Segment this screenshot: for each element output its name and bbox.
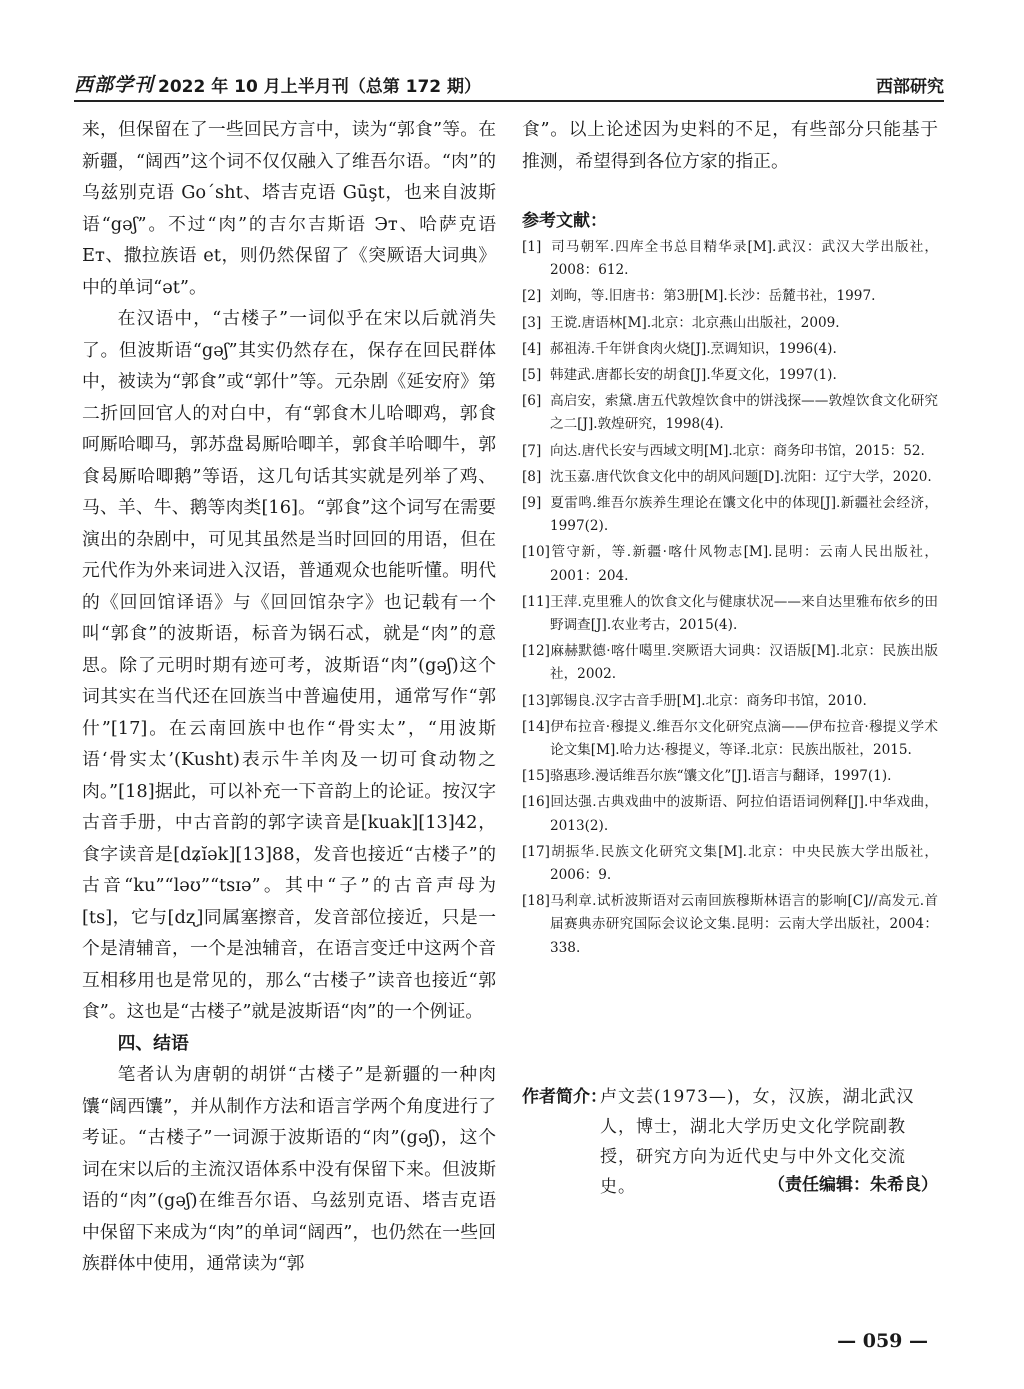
reference-number: [11] xyxy=(522,593,550,610)
reference-number: [17] xyxy=(522,843,550,860)
reference-text: 胡振华.民族文化研究文集[M].北京：中央民族大学出版社，2006：9. xyxy=(550,843,938,884)
body-paragraph: 来，但保留在了一些回民方言中，读为“郭食”等。在新疆，“阔西”这个词不仅仅融入了维吾尔语。“肉”的乌兹别克语 Go´sht、塔吉克语 Gūşt，也来自波斯语“gəʃ”。不过“肉”的吉尔吉斯语 Эт、哈萨克语 Eт、撒拉族语 et，则仍然保留了《突厥语大词典》中的单词“ət”。 xyxy=(82,119,496,298)
reference-text: 王谠.唐语林[M].北京：北京燕山出版社，2009. xyxy=(550,314,840,331)
reference-item xyxy=(522,890,938,960)
reference-text: 高启安，索黛.唐五代敦煌饮食中的饼浅探——敦煌饮食文化研究之二[J].敦煌研究，1998(4). xyxy=(550,393,938,433)
reference-number: [6] xyxy=(522,393,542,410)
reference-item xyxy=(522,390,938,436)
reference-text: 麻赫默德·喀什噶里.突厥语大词典：汉语版[M].北京：民族出版社，2002. xyxy=(550,643,938,683)
reference-list xyxy=(522,236,938,963)
references-title: 参考文献： xyxy=(522,211,607,231)
reference-number: [9] xyxy=(522,495,542,512)
reference-number: [7] xyxy=(522,442,542,459)
reference-text: 郝祖涛.千年饼食肉火烧[J].烹调知识，1996(4). xyxy=(550,340,837,357)
reference-text: 马利章.试析波斯语对云南回族穆斯林语言的影响[C]//高发元.首届赛典赤研究国际会议论文集.昆明：云南大学出版社，2004：338. xyxy=(550,893,938,956)
reference-text: 郭锡良.汉字古音手册[M].北京：商务印书馆，2010. xyxy=(550,692,867,709)
reference-item xyxy=(522,285,938,308)
reference-number: [1] xyxy=(522,239,542,255)
reference-item xyxy=(522,541,938,587)
reference-number: [10] xyxy=(522,544,550,561)
responsible-editor: （责任编辑：朱希良） xyxy=(768,1175,938,1195)
journal-mast: 西部学刊 xyxy=(74,74,155,96)
reference-item xyxy=(522,440,938,463)
reference-text: 回达强.古典戏曲中的波斯语、阿拉伯语语词例释[J].中华戏曲，2013(2). xyxy=(550,794,938,834)
reference-text: 向达.唐代长安与西域文明[M].北京：商务印书馆，2015：52. xyxy=(550,442,925,459)
header-rule xyxy=(74,100,944,102)
reference-item xyxy=(522,690,938,713)
reference-item xyxy=(522,236,938,282)
reference-text: 管守新，等.新疆·喀什风物志[M].昆明：云南人民出版社，2001：204. xyxy=(550,544,938,584)
reference-item xyxy=(522,338,938,361)
section-heading: 四、结语 xyxy=(117,1032,189,1054)
reference-text: 夏雷鸣.维吾尔族养生理论在馕文化中的体现[J].新疆社会经济，1997(2). xyxy=(550,495,938,535)
reference-number: [4] xyxy=(522,340,542,357)
reference-item xyxy=(522,791,938,837)
reference-item xyxy=(522,364,938,387)
author-bio-label: 作者简介： xyxy=(522,1087,607,1107)
reference-number: [13] xyxy=(522,692,550,709)
right-column xyxy=(522,114,938,177)
reference-number: [3] xyxy=(522,314,542,331)
reference-item xyxy=(522,591,938,637)
body-paragraph: 笔者认为唐朝的胡饼“古楼子”是新疆的一种肉馕“阔西馕”，并从制作方法和语言学两个角度进行了考证。“古楼子”一词源于波斯语的“肉”(gəʃ)，这个词在宋以后的主流汉语体系中没有保留下来。但波斯语的“肉”(gəʃ)在维吾尔语、乌兹别克语、塔吉克语中保留下来成为“肉”的单词“阔西”，也仍然在一些回族群体中使用，通常读为“郭 xyxy=(82,1064,496,1274)
reference-item xyxy=(522,841,938,887)
reference-text: 刘昫，等.旧唐书：第3册[M].长沙：岳麓书社，1997. xyxy=(550,288,876,305)
reference-text: 司马朝军.四库全书总目精华录[M].武汉：武汉大学出版社，2008：612. xyxy=(550,239,938,279)
left-column xyxy=(82,114,496,1280)
reference-item xyxy=(522,312,938,335)
reference-text: 韩建武.唐都长安的胡食[J].华夏文化，1997(1). xyxy=(550,367,837,384)
reference-item xyxy=(522,765,938,788)
reference-number: [2] xyxy=(522,288,542,305)
reference-number: [8] xyxy=(522,468,542,485)
reference-number: [15] xyxy=(522,768,550,785)
reference-text: 伊布拉音·穆提义.维吾尔文化研究点滴——伊布拉音·穆提义学术论文集[M].哈力达·穆提义，等译.北京：民族出版社，2015. xyxy=(550,718,938,759)
reference-item xyxy=(522,716,938,762)
author-bio-text: 卢文芸(1973—)，女，汉族，湖北武汉人，博士，湖北大学历史文化学院副教授，研究方向为近代史与中外文化交流史。 xyxy=(600,1087,915,1197)
reference-text: 沈玉嘉.唐代饮食文化中的胡风问题[D].沈阳：辽宁大学，2020. xyxy=(550,468,932,485)
issue-info: 2022 年 10 月上半月刊（总第 172 期） xyxy=(158,77,482,97)
reference-number: [16] xyxy=(522,794,550,811)
reference-number: [5] xyxy=(522,367,542,384)
reference-item xyxy=(522,466,938,489)
reference-text: 骆惠珍.漫话维吾尔族“馕文化”[J].语言与翻译，1997(1). xyxy=(550,768,892,785)
reference-number: [12] xyxy=(522,643,550,660)
reference-number: [18] xyxy=(522,893,550,910)
reference-item xyxy=(522,640,938,686)
reference-number: [14] xyxy=(522,718,550,735)
page-number: — 059 — xyxy=(837,1330,928,1352)
section-name: 西部研究 xyxy=(876,77,944,97)
reference-text: 王萍.克里雅人的饮食文化与健康状况——来自达里雅布依乡的田野调查[J].农业考古，2015(4). xyxy=(550,593,938,634)
reference-item xyxy=(522,492,938,538)
body-paragraph: 在汉语中，“古楼子”一词似乎在宋以后就消失了。但波斯语“gəʃ”其实仍然存在，保存在回民群体中，被读为“郭食”或“郭什”等。元杂剧《延安府》第二折回回官人的对白中，有“郭食木儿哈唧鸡，郭食呵厮哈唧马，郭苏盘曷厮哈唧羊，郭食羊哈唧牛，郭食曷厮哈唧鹅”等语，这几句话其实就是列举了鸡、马、羊、牛、鹅等肉类[16]。“郭食”这个词写在需要演出的杂剧中，可见其虽然是当时回回的用语，但在元代作为外来词进入汉语，普通观众也能听懂。明代的《回回馆译语》与《回回馆杂字》也记载有一个叫“郭食”的波斯语，标音为锅石忒，就是“肉”的意思。除了元明时期有迹可考，波斯语“肉”(gəʃ)这个词其实在当代还在回族当中普遍使用，通常写作“郭什”[17]。在云南回族中也作“骨实太”，“用波斯语‘骨实太’(Kusht)表示牛羊肉及一切可食动物之肉。”[18]据此，可以补充一下音韵上的论证。按汉字古音手册，中古音韵的郭字读音是[kuak][13]42，食字读音是[dʑĭək][13]88，发音也接近“古楼子”的古音“ku”“ləʊ”“tsɪə”。其中“子”的古音声母为[ts]，它与[dʐ]同属塞擦音，发音部位接近，只是一个是清辅音，一个是浊辅音，在语言变迁中这两个音互相移用也是常见的，那么“古楼子”读音也接近“郭食”。这也是“古楼子”就是波斯语“肉”的一个例证。 xyxy=(82,308,496,1022)
running-header xyxy=(74,68,944,98)
body-paragraph: 食”。以上论述因为史料的不足，有些部分只能基于推测，希望得到各位方家的指正。 xyxy=(522,119,938,172)
